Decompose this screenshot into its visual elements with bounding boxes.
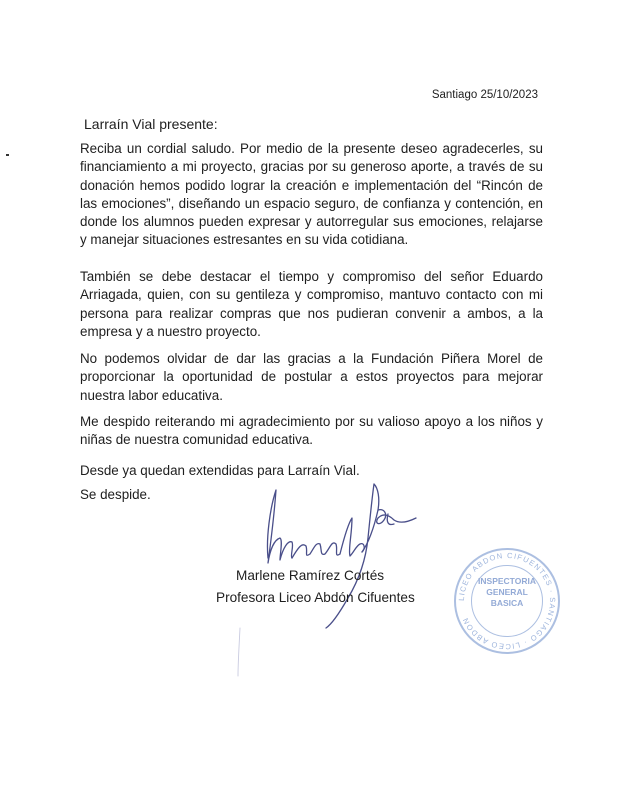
salutation: Larraín Vial presente: bbox=[84, 116, 218, 132]
signer-name: Marlene Ramírez Cortés bbox=[236, 568, 385, 583]
paragraph-extended: Desde ya quedan extendidas para Larraín Vial. bbox=[80, 463, 360, 478]
official-stamp bbox=[454, 548, 560, 654]
scan-speck bbox=[6, 154, 9, 156]
paragraph-gratitude: Reciba un cordial saludo. Por medio de la presente deseo agradecerles, su financiamiento a mi proyecto, gracias por su generoso aporte, a través de su donación hemos podido lograr la creación e implementación del “Rincón de las emociones”, diseñando un espacio seguro, de confianza y contención, en donde los alumnos pueden expresar y autorregular sus emociones, relajarse y manejar situaciones estresantes en su vida cotidiana. bbox=[80, 141, 543, 248]
letter-date: Santiago 25/10/2023 bbox=[431, 89, 538, 101]
paragraph-foundation: No podemos olvidar de dar las gracias a la Fundación Piñera Morel de proporcionar la oportunidad de postular a estos proyectos para mejorar nuestra labor educativa. bbox=[80, 351, 543, 403]
paragraph-acknowledgement: También se debe destacar el tiempo y compromiso del señor Eduardo Arriagada, quien, con su gentileza y compromiso, mantuvo contacto con mi persona para realizar compras que nos pudieran convenir a ambos, a la empresa y a nuestro proyecto. bbox=[80, 269, 543, 339]
signer-role: Profesora Liceo Abdón Cifuentes bbox=[216, 590, 415, 605]
paragraph-farewell: Me despido reiterando mi agradecimiento por su valioso apoyo a los niños y niñas de nuestra comunidad educativa. bbox=[80, 414, 543, 448]
stamp-center-text: INSPECTORIA GENERAL BASICA bbox=[478, 576, 536, 608]
closing-line: Se despide. bbox=[80, 487, 151, 502]
svg-text:LICEO ABDON CIFUENTES · SANTIA: LICEO ABDON CIFUENTES · SANTIAGO · LICEO ABDON bbox=[456, 550, 558, 652]
